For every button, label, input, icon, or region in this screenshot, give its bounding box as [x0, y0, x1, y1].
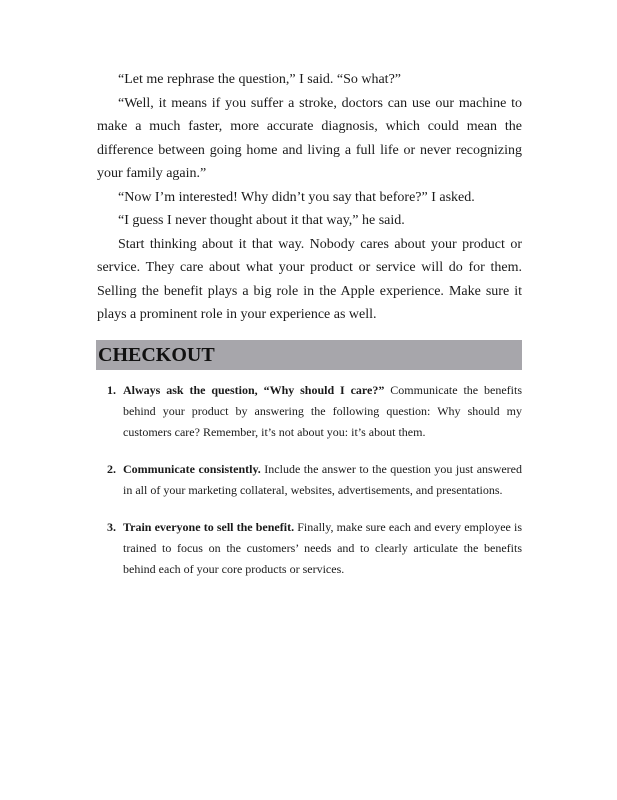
item-title: Communicate consistently. — [123, 462, 265, 476]
checkout-item — [107, 517, 522, 580]
section-heading: CHECKOUT — [98, 344, 215, 366]
paragraph: “Now I’m interested! Why didn’t you say that before?” I asked. — [118, 189, 475, 205]
section-heading-bar — [96, 340, 522, 370]
checkout-list — [107, 380, 522, 596]
item-text: Finally, make sure each and every employee is trained to focus on the customers’ needs and to clearly articulate the benefits behind each of your core products or services. — [123, 520, 522, 576]
item-text: Include the answer to the question you just answered in all of your marketing collateral, websites, advertisements, and presentations. — [123, 462, 523, 497]
checkout-item — [107, 380, 522, 443]
checkout-item — [107, 459, 522, 501]
item-number: 2. — [107, 462, 116, 476]
paragraph: “Well, it means if you suffer a stroke, doctors can use our machine to make a much faster, more accurate diagnosis, which could mean the difference between going home and living a full life or never recognizing your family again.” — [97, 95, 522, 181]
paragraph: Start thinking about it that way. Nobody cares about your product or service. They care about what your product or service will do for them. Selling the benefit plays a big role in the Apple experience. Make sure it plays a prominent role in your experience as well. — [97, 236, 522, 322]
body-text — [97, 68, 522, 327]
item-title: Train everyone to sell the benefit. — [123, 520, 298, 534]
item-number: 1. — [107, 383, 116, 397]
item-title: Always ask the question, “Why should I care?” — [123, 383, 391, 397]
item-text: Communicate the benefits behind your product by answering the following question: Why should my customers care? Remember, it’s not about you: it’s about them. — [123, 383, 523, 439]
paragraph: “Let me rephrase the question,” I said. “So what?” — [118, 72, 402, 87]
paragraph: “I guess I never thought about it that way,” he said. — [118, 213, 405, 228]
item-number: 3. — [107, 520, 116, 534]
